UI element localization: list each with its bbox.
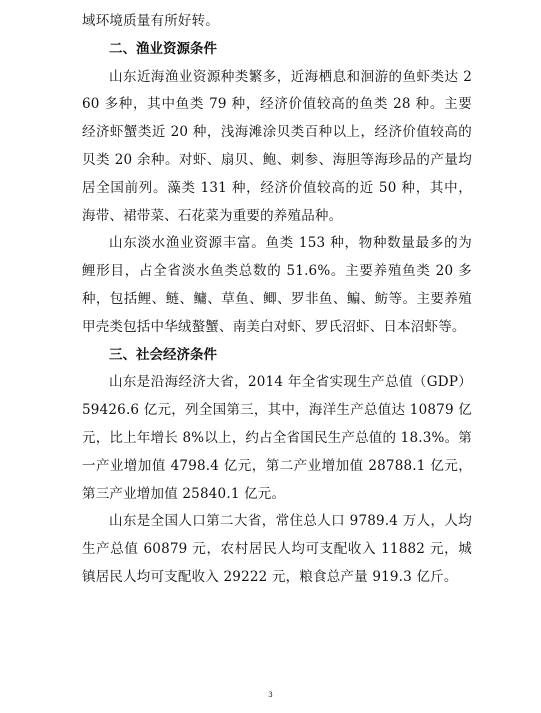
paragraph-freshwater-fishery: 山东淡水渔业资源丰富。鱼类 153 种，物种数量最多的为鲤形目，占全省淡水鱼类总数的 51.6%。主要养殖鱼类 20 多种，包括鲤、鲢、鳙、草鱼、鲫、罗非鱼、鳊、鲂等。主要养殖甲壳类包括中华绒螯蟹、南美白对虾、罗氏沼虾、日本沼虾等。 <box>82 235 472 335</box>
paragraph-continuation: 域环境质量有所好转。 <box>82 13 219 29</box>
document-page <box>82 8 472 592</box>
page-number: 3 <box>268 691 273 699</box>
paragraph-marine-fishery: 山东近海渔业资源种类繁多，近海栖息和洄游的鱼虾类达 260 多种，其中鱼类 79 种，经济价值较高的鱼类 28 种。主要经济虾蟹类近 20 种，浅海滩涂贝类百种以上，经济价值较高的贝类 20 余种。对虾、扇贝、鲍、刺参、海胆等海珍品的产量均居全国前列。藻类 131 种，经济价值较高的近 50 种，其中，海带、裙带菜、石花菜为重要的养殖品种。 <box>82 68 472 224</box>
section-heading-fishery-resources: 二、渔业资源条件 <box>109 40 217 57</box>
paragraph-population: 山东是全国人口第二大省，常住总人口 9789.4 万人，人均生产总值 60879 元，农村居民人均可支配收入 11882 元，城镇居民人均可支配收入 29222 元，粮食总产量 919.3 亿斤。 <box>82 513 472 585</box>
paragraph-economy: 山东是沿海经济大省，2014 年全省实现生产总值（GDP）59426.6 亿元，列全国第三，其中，海洋生产总值达 10879 亿元，比上年增长 8%以上，约占全省国民生产总值的 18.3%。第一产业增加值 4798.4 亿元，第二产业增加值 28788.1 亿元，第三产业增加值 25840.1 亿元。 <box>82 374 472 502</box>
section-heading-socioeconomic: 三、社会经济条件 <box>109 346 217 363</box>
